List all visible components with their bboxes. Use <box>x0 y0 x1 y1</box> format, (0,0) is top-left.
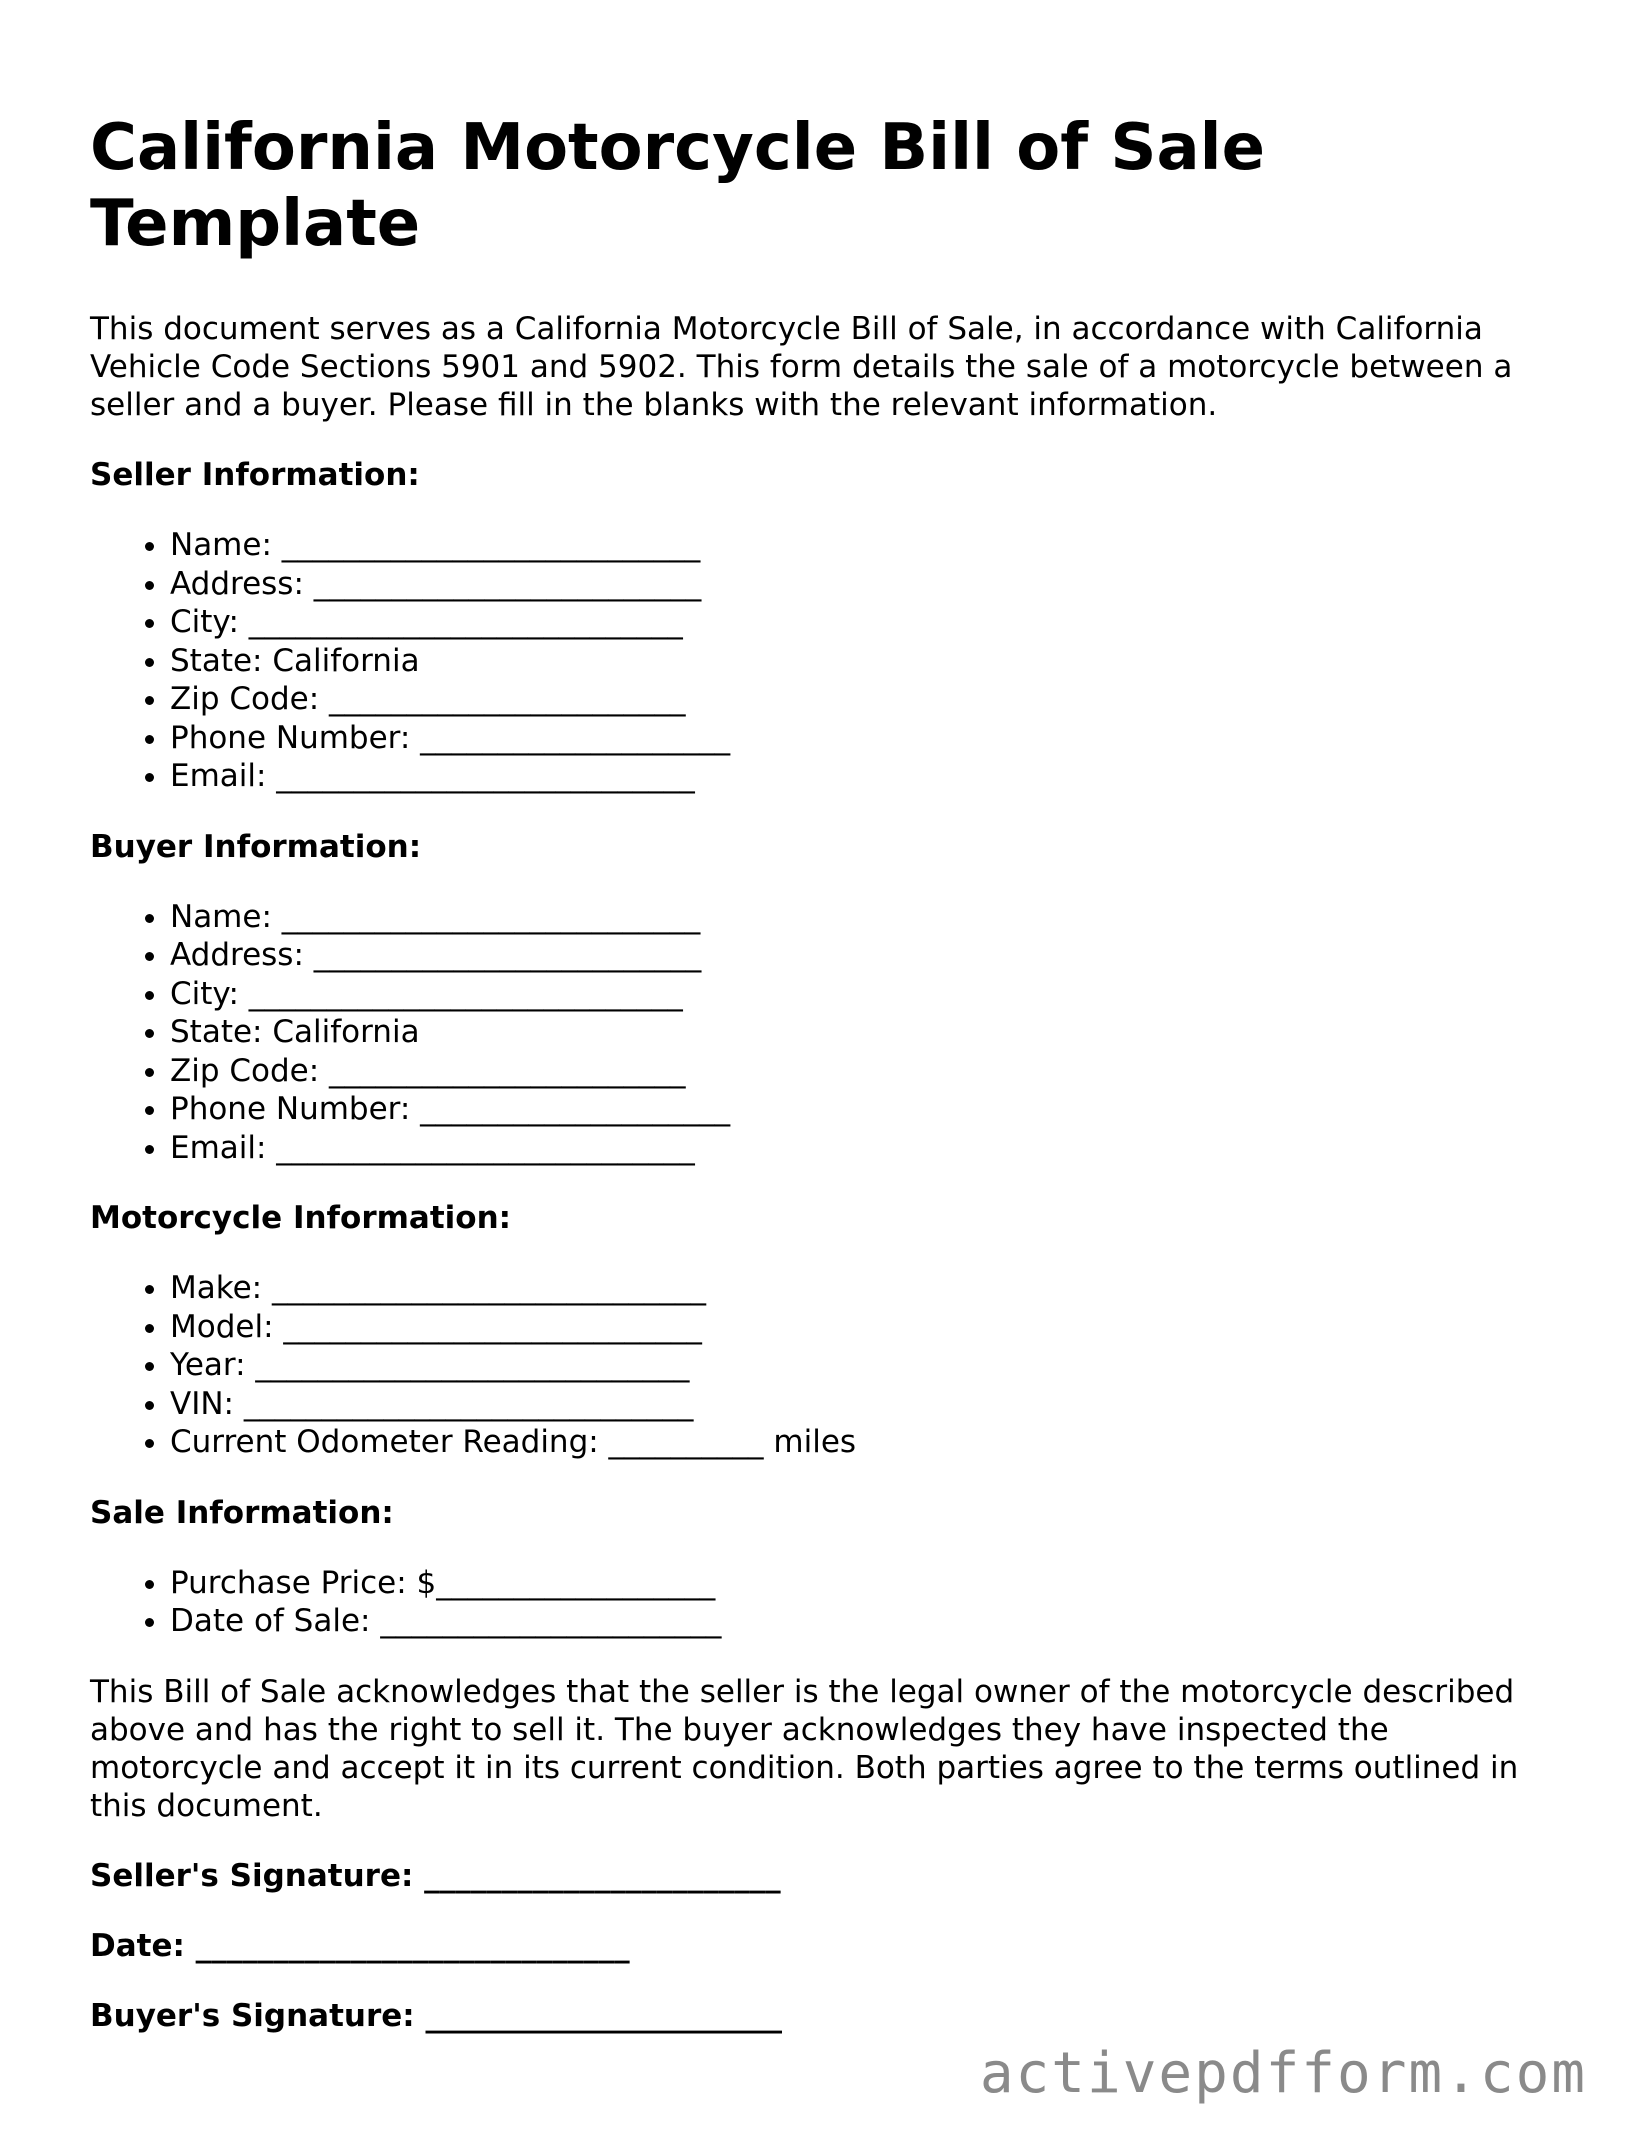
seller-signature-field[interactable]: Seller's Signature: _______________________ <box>90 1857 781 1894</box>
sale-date-field[interactable]: • Date of Sale: ______________________ <box>170 1602 1570 1641</box>
buyer-signature-field[interactable]: Buyer's Signature: _______________________ <box>90 1997 782 2034</box>
watermark-text: activepdfform.com <box>979 2041 1587 2106</box>
buyer-heading: Buyer Information: <box>90 828 422 865</box>
closing-paragraph: This Bill of Sale acknowledges that the seller is the legal owner of the motorcycle described above and has the right to sell it. The buyer acknowledges they have inspected the motorcycle and accept it in its current condition. Both parties agree to the terms outlined in this document. <box>90 1673 1519 1824</box>
motorcycle-odometer-field[interactable]: • Current Odometer Reading: __________ miles <box>170 1423 1570 1462</box>
seller-name-field[interactable]: • Name: ___________________________ <box>170 526 1570 565</box>
seller-email-field[interactable]: • Email: ___________________________ <box>170 757 1570 796</box>
buyer-address-field[interactable]: • Address: _________________________ <box>170 936 1570 975</box>
motorcycle-model-field[interactable]: • Model: ___________________________ <box>170 1308 1570 1347</box>
document-page <box>90 110 1570 2035</box>
buyer-city-field[interactable]: • City: ____________________________ <box>170 975 1570 1014</box>
seller-phone-field[interactable]: • Phone Number: ____________________ <box>170 719 1570 758</box>
sale-field-list <box>90 1564 1570 1641</box>
page-title: California Motorcycle Bill of Sale Template <box>90 111 1265 261</box>
seller-zip-field[interactable]: • Zip Code: _______________________ <box>170 680 1570 719</box>
motorcycle-make-field[interactable]: • Make: ____________________________ <box>170 1269 1570 1308</box>
buyer-name-field[interactable]: • Name: ___________________________ <box>170 898 1570 937</box>
buyer-field-list <box>90 898 1570 1168</box>
buyer-state-field: • State: California <box>170 1013 1570 1052</box>
seller-address-field[interactable]: • Address: _________________________ <box>170 565 1570 604</box>
buyer-email-field[interactable]: • Email: ___________________________ <box>170 1129 1570 1168</box>
motorcycle-vin-field[interactable]: • VIN: _____________________________ <box>170 1385 1570 1424</box>
sale-price-field[interactable]: • Purchase Price: $__________________ <box>170 1564 1570 1603</box>
buyer-phone-field[interactable]: • Phone Number: ____________________ <box>170 1090 1570 1129</box>
motorcycle-field-list <box>90 1269 1570 1462</box>
motorcycle-year-field[interactable]: • Year: ____________________________ <box>170 1346 1570 1385</box>
signature-date-field[interactable]: Date: ____________________________ <box>90 1927 630 1964</box>
seller-field-list <box>90 526 1570 796</box>
intro-paragraph: This document serves as a California Motorcycle Bill of Sale, in accordance with California Vehicle Code Sections 5901 and 5902. This form details the sale of a motorcycle between a seller and a buyer. Please fill in the blanks with the relevant information. <box>90 311 1513 423</box>
motorcycle-heading: Motorcycle Information: <box>90 1200 512 1236</box>
seller-city-field[interactable]: • City: ____________________________ <box>170 603 1570 642</box>
buyer-zip-field[interactable]: • Zip Code: _______________________ <box>170 1052 1570 1091</box>
sale-heading: Sale Information: <box>90 1494 394 1531</box>
seller-state-field: • State: California <box>170 642 1570 681</box>
seller-heading: Seller Information: <box>90 457 420 493</box>
